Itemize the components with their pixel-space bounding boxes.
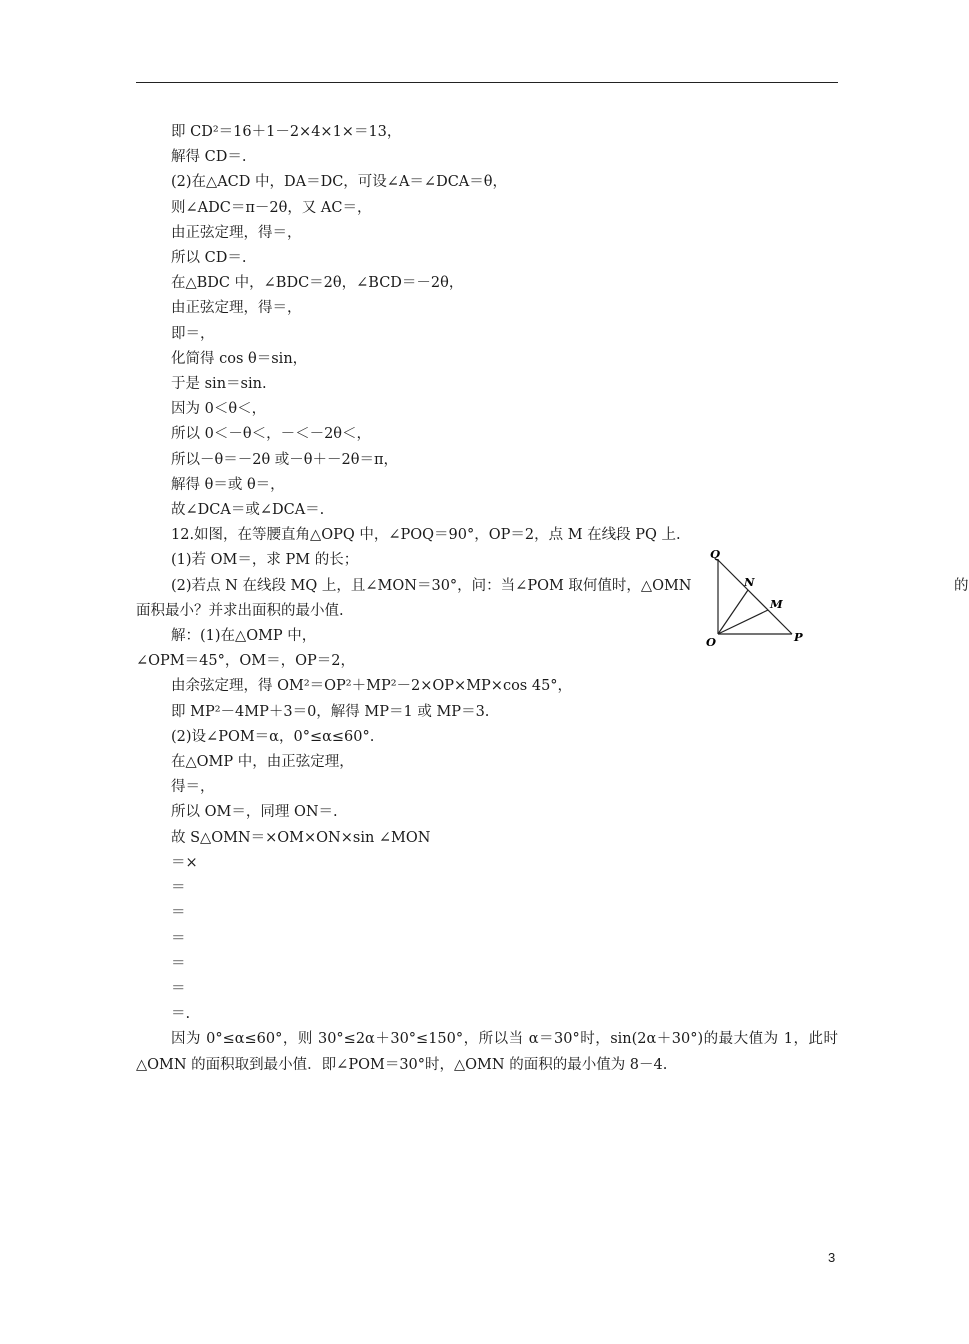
text-line: 于是 sin＝sin.	[171, 376, 267, 393]
text-line: ＝	[171, 930, 186, 947]
text-line: (2)设∠POM＝α，0°≤α≤60°.	[171, 728, 375, 745]
text-line: ＝	[171, 880, 186, 897]
label-p: P	[794, 630, 803, 644]
text-line: 解得 θ＝或 θ＝，	[171, 476, 285, 493]
text-line: 故∠DCA＝或∠DCA＝.	[171, 502, 325, 519]
text-line: ∠OPM＝45°，OM＝，OP＝2，	[136, 653, 355, 670]
text-line: 即＝，	[171, 325, 215, 342]
text-line: ＝×	[171, 854, 198, 871]
header-rule	[136, 82, 838, 83]
problem-12-part-2-text: (2)若点 N 在线段 MQ 上，且∠MON＝30°，问：当∠POM 取何值时，△OMN	[171, 577, 692, 594]
text-line: ＝	[171, 905, 186, 922]
text-line: ＝.	[171, 1006, 191, 1023]
label-m: M	[770, 597, 783, 611]
text-line: ＝	[171, 980, 186, 997]
text-line: 因为 0＜θ＜，	[171, 401, 267, 418]
page-number: 3	[828, 1250, 836, 1265]
text-line: 所以 CD＝.	[171, 250, 247, 267]
text-line: 化简得 cos θ＝sin，	[171, 350, 308, 367]
text-line: 所以－θ＝－2θ 或－θ＋－2θ＝π，	[171, 451, 399, 468]
conclusion-paragraph: 因为 0°≤α≤60°，则 30°≤2α＋30°≤150°，所以当 α＝30°时，sin(2α＋30°)的最大值为 1，此时△OMN 的面积取到最小值．即∠POM＝30°时，△OMN 的面积的最小值为 8－4.	[136, 1031, 838, 1073]
triangle-diagram	[702, 546, 812, 650]
problem-12-part-1: (1)若 OM＝，求 PM 的长；	[171, 552, 359, 569]
text-line: 所以 OM＝，同理 ON＝.	[171, 804, 338, 821]
text-line: 解得 CD＝.	[171, 149, 247, 166]
text-line: 由余弦定理，得 OM²＝OP²＋MP²－2×OP×MP×cos 45°，	[171, 678, 573, 695]
text-line: 由正弦定理，得＝，	[171, 224, 302, 241]
text-line: 所以 0＜－θ＜，－＜－2θ＜，	[171, 426, 372, 443]
text-line: 面积最小？并求出面积的最小值.	[136, 602, 344, 619]
problem-12-part-2-end: 的	[954, 577, 969, 594]
text-line: 故 S△OMN＝×OM×ON×sin ∠MON	[171, 829, 431, 846]
text-line: 由正弦定理，得＝，	[171, 300, 302, 317]
text-line: 即 CD²＝16＋1－2×4×1×＝13，	[171, 124, 402, 140]
text-line: 则∠ADC＝π－2θ，又 AC＝，	[171, 199, 372, 216]
triangle-figure	[702, 546, 812, 654]
text-line: 得＝，	[171, 779, 215, 796]
text-line: 在△BDC 中，∠BDC＝2θ，∠BCD＝－2θ，	[171, 275, 464, 292]
text-line: 解：(1)在△OMP 中，	[171, 628, 317, 645]
text-line: (2)在△ACD 中，DA＝DC，可设∠A＝∠DCA＝θ，	[171, 174, 507, 191]
label-o: O	[706, 635, 717, 649]
problem-12-statement: 12.如图，在等腰直角△OPQ 中，∠POQ＝90°，OP＝2，点 M 在线段 PQ 上.	[171, 527, 681, 544]
label-q: Q	[710, 547, 721, 561]
label-n: N	[744, 575, 755, 589]
text-line: ＝	[171, 955, 186, 972]
text-line: 在△OMP 中，由正弦定理，	[171, 754, 354, 771]
text-line: 即 MP²－4MP＋3＝0，解得 MP＝1 或 MP＝3.	[171, 703, 490, 720]
